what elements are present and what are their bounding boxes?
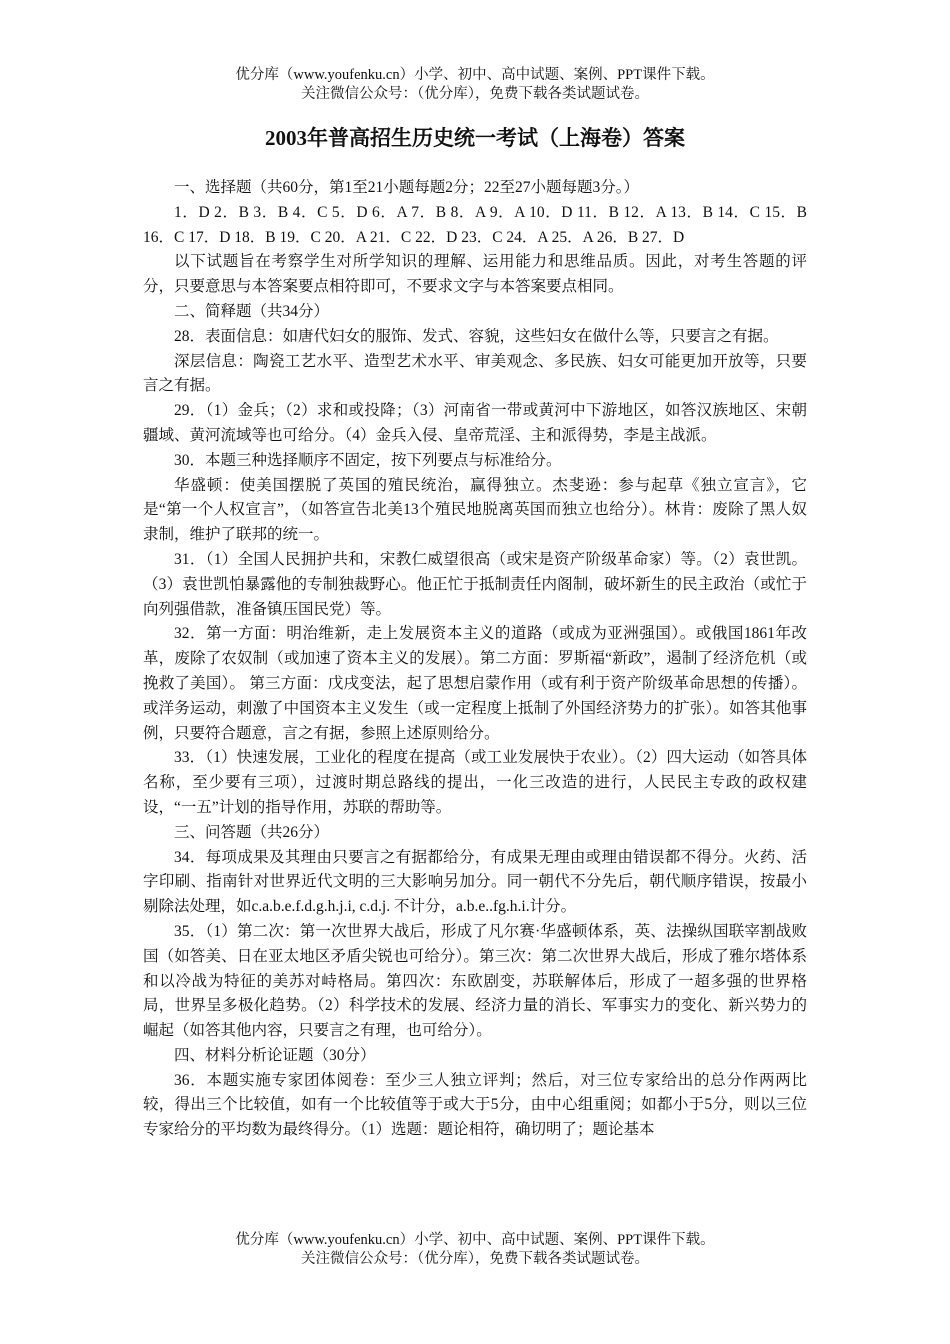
paragraph: 34．每项成果及其理由只要言之有据都给分，有成果无理由或理由错误都不得分。火药、活字印刷、指南针对世界近代文明的三大影响另加分。同一朝代不分先后，朝代顺序错误，按最小剔除法处理，如c.a.b.e.f.d.g.h.j.i, c.d.j. 不计分，a.b.e..fg.h.i.计分。 bbox=[143, 848, 807, 916]
paragraph: 28．表面信息：如唐代妇女的服饰、发式、容貌，这些妇女在做什么等，只要言之有据。 bbox=[174, 327, 779, 345]
paragraph: 36．本题实施专家团体阅卷：至少三人独立评判；然后，对三位专家给出的总分作两两比较，得出三个比较值，如有一个比较值等于或大于5分，由中心组重阅；如都小于5分，则以三位专家给分的平均数为最终得分。（1）选题：题论相符，确切明了；题论基本 bbox=[143, 1071, 807, 1139]
footer-line-1: 优分库（www.youfenku.cn）小学、初中、高中试题、案例、PPT课件下载。 bbox=[235, 1232, 715, 1248]
header-line-2: 关注微信公众号：（优分库），免费下载各类试题试卷。 bbox=[301, 86, 649, 102]
paragraph: 31．（1）全国人民拥护共和，宋教仁威望很高（或宋是资产阶级革命家）等。（2）袁世凯。（3）袁世凯怕暴露他的专制独裁野心。他正忙于抵制责任内阁制，破坏新生的民主政治（或忙于向列强借款，准备镇压国民党）等。 bbox=[143, 550, 807, 618]
paragraph: 1．D 2．B 3．B 4．C 5．D 6．A 7．B 8．A 9．A 10．D 11．B 12．A 13．B 14．C 15．B 16．C 17．D 18．B 19．C 20．A 21．C 22．D 23．C 24．A 25．A 26．B 27．D bbox=[143, 203, 807, 246]
paragraph: 30．本题三种选择顺序不固定，按下列要点与标准给分。 bbox=[174, 451, 562, 469]
paragraph: 29．（1）金兵；（2）求和或投降；（3）河南省一带或黄河中下游地区，如答汉族地区、宋朝疆域、黄河流域等也可给分。（4）金兵入侵、皇帝荒淫、主和派得势，李是主战派。 bbox=[143, 402, 807, 444]
document-title: 2003年普高招生历史统一考试（上海卷）答案 bbox=[265, 126, 685, 150]
page-header bbox=[0, 66, 950, 104]
paragraph: 一、选择题（共60分，第1至21小题每题2分；22至27小题每题3分。） bbox=[174, 179, 640, 196]
paragraph: 32．第一方面：明治维新，走上发展资本主义的道路（或成为亚洲强国）。或俄国1861年改革，废除了农奴制（或加速了资本主义的发展）。第二方面：罗斯福“新政”，遏制了经济危机（或挽救了美国）。 第三方面：戊戌变法，起了思想启蒙作用（或有利于资产阶级革命思想的传播）。或洋务运动，刺激了中国资本主义发生（或一定程度上抵制了外国经济势力的扩张）。如答其他事例，只要符合题意，言之有据，参照上述原则给分。 bbox=[143, 625, 807, 742]
page-footer bbox=[0, 1231, 950, 1269]
paragraph: 以下试题旨在考察学生对所学知识的理解、运用能力和思维品质。因此，对考生答题的评分，只要意思与本答案要点相符即可，不要求文字与本答案要点相同。 bbox=[143, 253, 807, 296]
footer-line-2: 关注微信公众号：（优分库），免费下载各类试题试卷。 bbox=[301, 1251, 649, 1267]
paragraph: 35．（1）第二次：第一次世界大战后，形成了凡尔赛·华盛顿体系，英、法操纵国联宰割战败国（如答美、日在亚太地区矛盾尖锐也可给分）。第三次：第二次世界大战后，形成了雅尔塔体系和以冷战为特征的美苏对峙格局。第四次：东欧剧变，苏联解体后，形成了一超多强的世界格局，世界呈多极化趋势。（2）科学技术的发展、经济力量的消长、军事实力的变化、新兴势力的崛起（如答其他内容，只要言之有理，也可给分）。 bbox=[143, 922, 807, 1040]
paragraph: 二、简释题（共34分） bbox=[174, 302, 330, 320]
header-line-1: 优分库（www.youfenku.cn）小学、初中、高中试题、案例、PPT课件下载。 bbox=[235, 67, 715, 83]
document-body bbox=[143, 176, 807, 1143]
paragraph: 三、问答题（共26分） bbox=[174, 823, 330, 841]
paragraph: 深层信息：陶瓷工艺水平、造型艺术水平、审美观念、多民族、妇女可能更加开放等，只要言之有据。 bbox=[143, 352, 807, 395]
paragraph: 33．（1）快速发展，工业化的程度在提高（或工业发展快于农业）。（2）四大运动（如答具体名称，至少要有三项），过渡时期总路线的提出，一化三改造的进行，人民民主专政的政权建设，“一五”计划的指导作用，苏联的帮助等。 bbox=[143, 749, 807, 816]
paragraph: 华盛顿：使美国摆脱了英国的殖民统治，赢得独立。杰斐逊：参与起草《独立宣言》，它是“第一个人权宣言”，（如答宣告北美13个殖民地脱离英国而独立也给分）。林肯：废除了黑人奴隶制，维护了联邦的统一。 bbox=[143, 476, 807, 544]
paragraph: 四、材料分析论证题（30分） bbox=[174, 1046, 376, 1064]
